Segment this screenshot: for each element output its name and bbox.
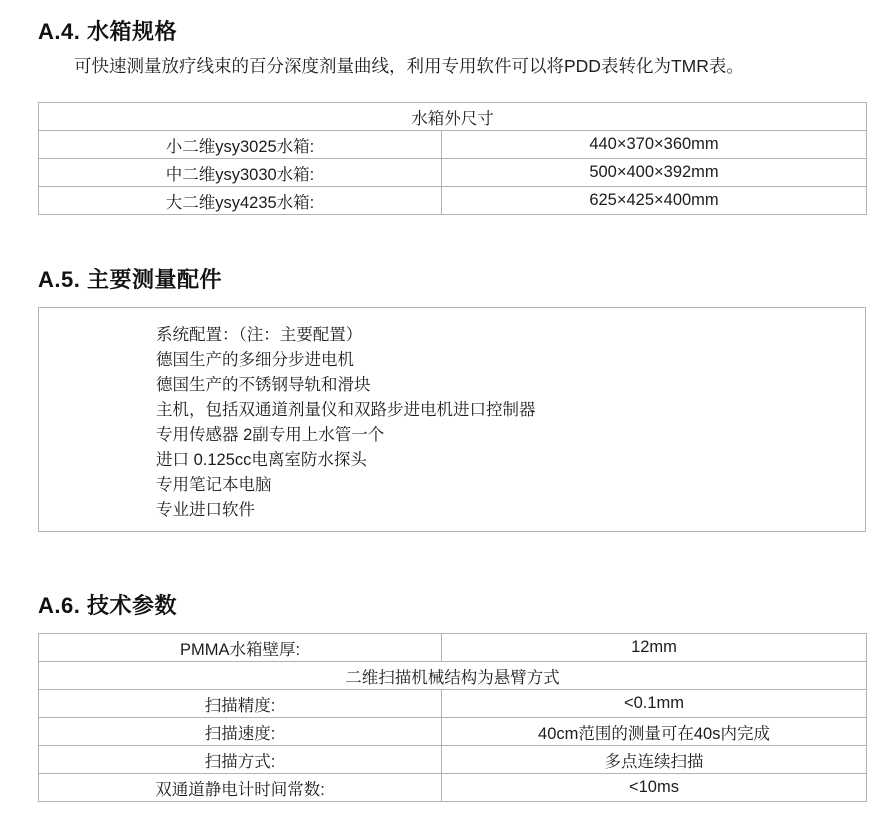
table-row — [39, 718, 867, 746]
config-line: 系统配置：（注：主要配置） — [156, 326, 363, 344]
table-span-row — [39, 662, 867, 690]
tank-model-label: 大二维ysy4235水箱: — [39, 187, 442, 215]
tank-dimensions-value: 440×370×360mm — [442, 131, 867, 159]
parameter-value: <10ms — [442, 774, 867, 802]
parameter-label: 扫描速度: — [39, 718, 442, 746]
parameter-value: 12mm — [442, 634, 867, 662]
config-line: 主机，包括双通道剂量仪和双路步进电机进口控制器 — [156, 401, 536, 419]
section-a4-heading: A.4. 水箱规格 — [38, 19, 177, 44]
config-line: 专用笔记本电脑 — [156, 476, 272, 494]
table-header-cell: 水箱外尺寸 — [39, 103, 867, 131]
table-row — [39, 746, 867, 774]
config-line: 德国生产的多细分步进电机 — [156, 351, 354, 369]
technical-parameters-table — [38, 633, 867, 802]
section-a4-paragraph: 可快速测量放疗线束的百分深度剂量曲线，利用专用软件可以将PDD表转化为TMR表。 — [74, 56, 744, 76]
parameter-label: 扫描方式: — [39, 746, 442, 774]
table-row — [39, 634, 867, 662]
tank-dimensions-value: 625×425×400mm — [442, 187, 867, 215]
section-a6-heading: A.6. 技术参数 — [38, 593, 177, 618]
table-row — [39, 690, 867, 718]
config-line: 进口 0.125cc电离室防水探头 — [156, 451, 367, 469]
table-row — [39, 159, 867, 187]
parameter-span-cell: 二维扫描机械结构为悬臂方式 — [39, 662, 867, 690]
section-a5-heading: A.5. 主要测量配件 — [38, 267, 222, 292]
config-line: 专用传感器 2副专用上水管一个 — [156, 426, 385, 444]
tank-model-label: 中二维ysy3030水箱: — [39, 159, 442, 187]
table-row — [39, 187, 867, 215]
table-row — [39, 774, 867, 802]
document-content — [38, 18, 866, 802]
parameter-label: 双通道静电计时间常数: — [39, 774, 442, 802]
parameter-label: PMMA水箱壁厚: — [39, 634, 442, 662]
tank-dimensions-value: 500×400×392mm — [442, 159, 867, 187]
table-header-row — [39, 103, 867, 131]
parameter-value: <0.1mm — [442, 690, 867, 718]
parameter-value: 多点连续扫描 — [442, 746, 867, 774]
accessories-config-box — [38, 307, 866, 532]
water-tank-dimensions-table — [38, 102, 867, 215]
parameter-value: 40cm范围的测量可在40s内完成 — [442, 718, 867, 746]
config-line: 德国生产的不锈钢导轨和滑块 — [156, 376, 371, 394]
config-line: 专业进口软件 — [156, 501, 255, 519]
parameter-label: 扫描精度: — [39, 690, 442, 718]
tank-model-label: 小二维ysy3025水箱: — [39, 131, 442, 159]
table-row — [39, 131, 867, 159]
